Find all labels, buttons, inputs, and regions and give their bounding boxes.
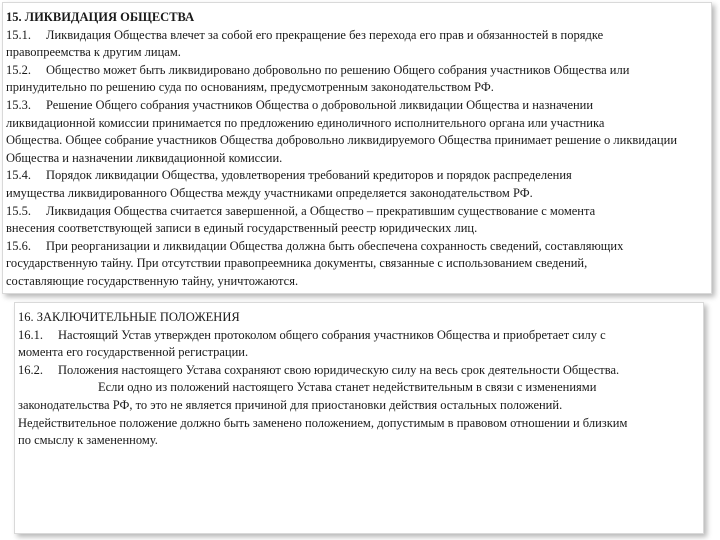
- section-15-heading: 15. ЛИКВИДАЦИЯ ОБЩЕСТВА: [6, 10, 195, 24]
- clause-text: составляющие государственную тайну, уничтожаются.: [6, 273, 299, 288]
- text-line: [6, 255, 708, 273]
- clause-text: государственную тайну. При отсутствии правопреемника документы, связанные с использованием сведений,: [6, 256, 588, 271]
- text-line: [6, 97, 708, 115]
- clause-text: При реорганизации и ликвидации Общества должна быть обеспечена сохранность сведений, составляющих: [46, 238, 624, 253]
- clause-text: Общества и назначении ликвидационной комиссии.: [6, 150, 283, 165]
- section-15-box: [2, 2, 712, 294]
- text-line: [18, 415, 700, 433]
- text-line: [18, 379, 700, 397]
- clause-number: 15.1.: [6, 27, 31, 42]
- section-16-body: [18, 327, 700, 450]
- clause-text: Недействительное положение должно быть заменено положением, допустимым в правовом отношении и близким: [18, 415, 628, 430]
- clause-text: Если одно из положений настоящего Устава станет недействительным в связи с изменениями: [98, 380, 597, 395]
- clause-text: момента его государственной регистрации.: [18, 345, 249, 360]
- clause-text: принудительно по решению суда по основаниям, предусмотренным законодательством РФ.: [6, 80, 494, 95]
- text-line: [6, 44, 708, 62]
- clause-number: 15.2.: [6, 62, 31, 77]
- text-line: [6, 273, 708, 291]
- clause-text: правопреемства к другим лицам.: [6, 45, 181, 60]
- clause-number: 15.5.: [6, 203, 31, 218]
- text-line: [6, 238, 708, 256]
- clause-number: 15.3.: [6, 97, 31, 112]
- clause-text: Порядок ликвидации Общества, удовлетворения требований кредиторов и порядок распределения: [46, 168, 572, 183]
- clause-text: Ликвидация Общества считается завершенной, а Общество – прекратившим существование с момента: [46, 203, 596, 218]
- clause-number: 16.2.: [18, 362, 43, 377]
- clause-text: Решение Общего собрания участников Общества о добровольной ликвидации Общества и назначении: [46, 97, 594, 112]
- clause-text: внесения соответствующей записи в единый государственный реестр юридических лиц.: [6, 221, 478, 236]
- text-line: [18, 397, 700, 415]
- clause-text: Настоящий Устав утвержден протоколом общего собрания участников Общества и приобретает силу с: [58, 327, 606, 342]
- text-line: [18, 432, 700, 450]
- clause-text: законодательства РФ, то это не является причиной для приостановки действия остальных положений.: [18, 397, 563, 412]
- clause-number: 16.1.: [18, 327, 43, 342]
- clause-text: Общества. Общее собрание участников Общества добровольно ликвидируемого Общества принимает решение о ликвидации: [6, 133, 678, 148]
- clause-text: Общество может быть ликвидировано добровольно по решению Общего собрания участников Общества или: [46, 62, 630, 77]
- text-line: [6, 167, 708, 185]
- text-line: [6, 185, 708, 203]
- clause-number: 15.6.: [6, 238, 31, 253]
- clause-text: по смыслу к замененному.: [18, 433, 158, 448]
- section-16-box: [14, 302, 704, 534]
- clause-text: Положения настоящего Устава сохраняют свою юридическую силу на весь срок деятельности Общества.: [58, 362, 620, 377]
- clause-text: имущества ликвидированного Общества между участниками определяется законодательством РФ.: [6, 185, 533, 200]
- clause-text: Ликвидация Общества влечет за собой его прекращение без перехода его прав и обязанностей в порядке: [46, 27, 604, 42]
- text-line: [6, 203, 708, 221]
- text-line: [18, 327, 700, 345]
- clause-number: 15.4.: [6, 168, 31, 183]
- text-line: [6, 132, 708, 150]
- text-line: [6, 27, 708, 45]
- text-line: [6, 62, 708, 80]
- section-16-heading: 16. ЗАКЛЮЧИТЕЛЬНЫЕ ПОЛОЖЕНИЯ: [18, 310, 240, 324]
- text-line: [6, 79, 708, 97]
- text-line: [6, 150, 708, 168]
- clause-text: ликвидационной комиссии принимается по предложению единоличного исполнительного органа или участника: [6, 115, 605, 130]
- text-line: [18, 362, 700, 380]
- section-15-body: [6, 27, 708, 291]
- text-line: [6, 115, 708, 133]
- text-line: [6, 220, 708, 238]
- text-line: [18, 344, 700, 362]
